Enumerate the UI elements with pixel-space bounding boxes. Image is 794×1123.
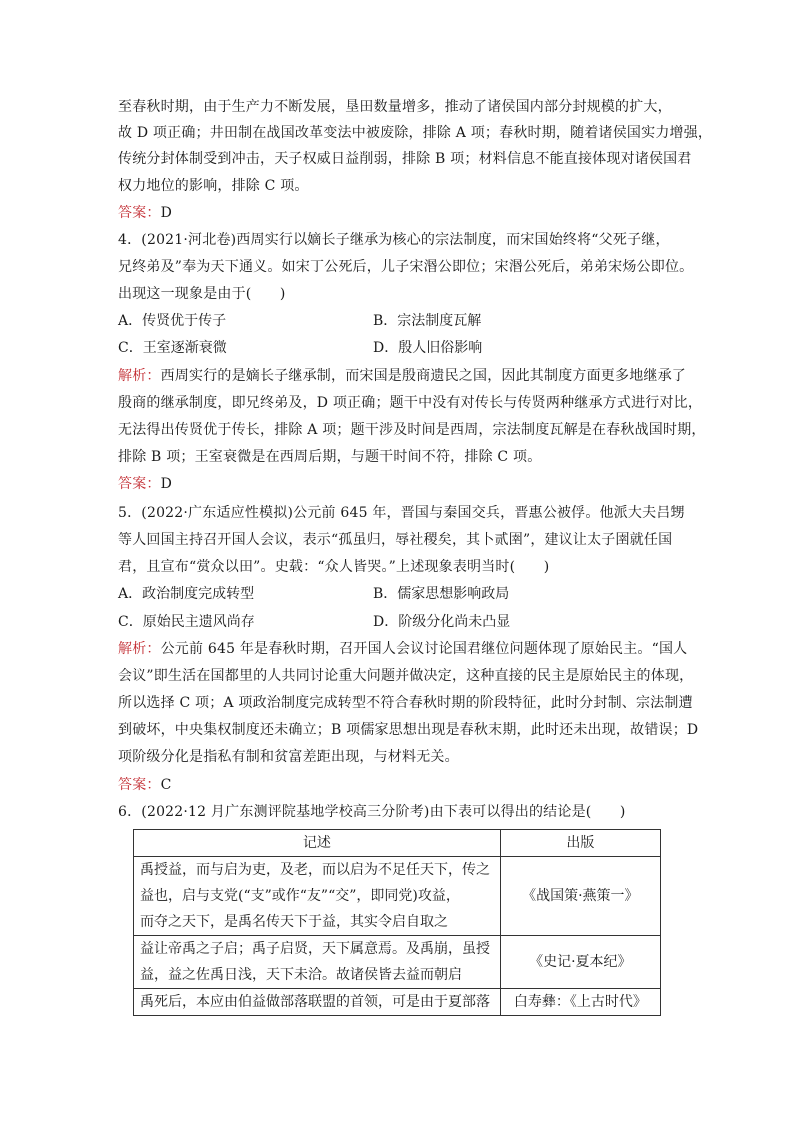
- analysis-line: 权力地位的影响，排除 C 项。: [118, 178, 309, 194]
- analysis-text: 公元前 645 年是春秋时期，召开国人会议讨论国君继位问题体现了原始民主。“国人: [160, 641, 688, 657]
- analysis-line: [118, 366, 698, 386]
- analysis-label: 解析：: [118, 368, 161, 384]
- table-row: [134, 857, 661, 936]
- analysis-text: 西周实行的是嫡长子继承制，而宋国是殷商遗民之国，因此其制度方面更多地继承了: [160, 368, 687, 384]
- cell-line: 禹授益，而与启为吏，及老，而以启为不足任天下，传之: [140, 862, 490, 878]
- option-b: B．儒家思想影响政局: [373, 586, 510, 602]
- analysis-line: 无法得出传贤优于传长，排除 A 项；题干涉及时间是西周，宗法制度瓦解是在春秋战国时期，: [118, 422, 706, 438]
- analysis-line: 至春秋时期，由于生产力不断发展，垦田数量增多，推动了诸侯国内部分封规模的扩大，: [118, 99, 672, 115]
- analysis-line: 会议”即生活在国都里的人共同讨论重大问题并做决定，这种直接的民主是原始民主的体现，: [118, 668, 694, 684]
- answer-label: 答案：: [118, 205, 161, 221]
- table-header-record: 记述: [134, 830, 501, 857]
- analysis-line: 到破坏，中央集权制度还未确立；B 项儒家思想出现是春秋末期，此时还未出现，故错误；D: [118, 722, 699, 738]
- option-c: C．王室逐渐衰微: [118, 340, 227, 356]
- option-a: A．传贤优于传子: [118, 313, 227, 329]
- cell-line: 益让帝禹之子启；禹子启贤，天下属意焉。及禹崩，虽授: [140, 941, 490, 957]
- table-cell-record: [134, 936, 501, 989]
- answer-label: 答案：: [118, 777, 161, 793]
- table-cell-source: 《史记·夏本纪》: [500, 936, 660, 989]
- cell-line: 而夺之天下，是禹名传天下于益，其实令启自取之: [140, 914, 448, 930]
- analysis-line: 殷商的继承制度，即兄终弟及，D 项正确；题干中没有对传长与传贤两种继承方式进行对比，: [118, 395, 703, 411]
- answer-value: D: [160, 476, 173, 492]
- analysis-line: 项阶级分化是指私有制和贫富差距出现，与材料无关。: [118, 749, 459, 765]
- question-stem-line: 等人回国主持召开国人会议，表示“孤虽归，辱社稷矣，其卜贰圉”，建议让太子圉就任国: [118, 532, 673, 548]
- question-stem-line: 君，且宣布“赏众以田”。史载：“众人皆哭。”上述现象表明当时( ): [118, 559, 550, 575]
- table-cell-record: [134, 857, 501, 936]
- cell-line: 禹死后，本应由伯益做部落联盟的首领，可是由于夏部落: [140, 994, 490, 1010]
- option-c: C．原始民主遗风尚存: [118, 614, 255, 630]
- question-stem-line: 出现这一现象是由于( ): [118, 286, 286, 302]
- analysis-line: 所以选择 C 项；A 项政治制度完成转型不符合春秋时期的阶段特征，此时分封制、宗法制遭: [118, 695, 693, 711]
- table-cell-record: [134, 989, 501, 1016]
- option-b: B．宗法制度瓦解: [373, 313, 482, 329]
- analysis-line: [118, 639, 698, 659]
- option-d: D．殷人旧俗影响: [373, 340, 483, 356]
- option-d: D．阶级分化尚未凸显: [373, 614, 511, 630]
- answer-label: 答案：: [118, 476, 161, 492]
- question-stem-line: 4．(2021·河北卷)西周实行以嫡长子继承为核心的宗法制度，而宋国始终将“父死子继，: [118, 232, 670, 248]
- answer-value: C: [160, 777, 172, 793]
- option-a: A．政治制度完成转型: [118, 586, 255, 602]
- table-cell-source: 白寿彝：《上古时代》: [500, 989, 660, 1016]
- answer-line: [118, 203, 698, 223]
- question-stem-line: 6．(2022·12 月广东测评院基地学校高三分阶考)由下表可以得出的结论是( ): [118, 804, 626, 820]
- analysis-line: 传统分封体制受到冲击，天子权威日益削弱，排除 B 项；材料信息不能直接体现对诸侯国君: [118, 151, 692, 167]
- table-header-source: 出版: [500, 830, 660, 857]
- answer-line: [118, 775, 698, 795]
- source-table: [133, 829, 661, 1016]
- analysis-line: 排除 B 项；王室衰微是在西周后期，与题干时间不符，排除 C 项。: [118, 449, 542, 465]
- table-cell-source: 《战国策·燕策一》: [500, 857, 660, 936]
- cell-line: 益，益之佐禹日浅，天下未洽。故诸侯皆去益而朝启: [140, 967, 462, 983]
- cell-line: 益也，启与支党(“支”或作“友”“交”，即同党)攻益，: [140, 888, 460, 904]
- table-row: [134, 936, 661, 989]
- answer-value: D: [160, 205, 173, 221]
- answer-line: [118, 474, 698, 494]
- analysis-line: 故 D 项正确；井田制在战国改革变法中被废除，排除 A 项；春秋时期，随着诸侯国实力增强，: [118, 125, 713, 141]
- analysis-label: 解析：: [118, 641, 161, 657]
- table-row: [134, 989, 661, 1016]
- question-stem-line: 兄终弟及”奉为天下通义。如宋丁公死后，儿子宋湣公即位；宋湣公死后，弟弟宋炀公即位。: [118, 259, 694, 275]
- table-header-row: [134, 830, 661, 857]
- question-stem-line: 5．(2022·广东适应性模拟)公元前 645 年，晋国与秦国交兵，晋惠公被俘。他派大夫吕甥: [118, 505, 685, 521]
